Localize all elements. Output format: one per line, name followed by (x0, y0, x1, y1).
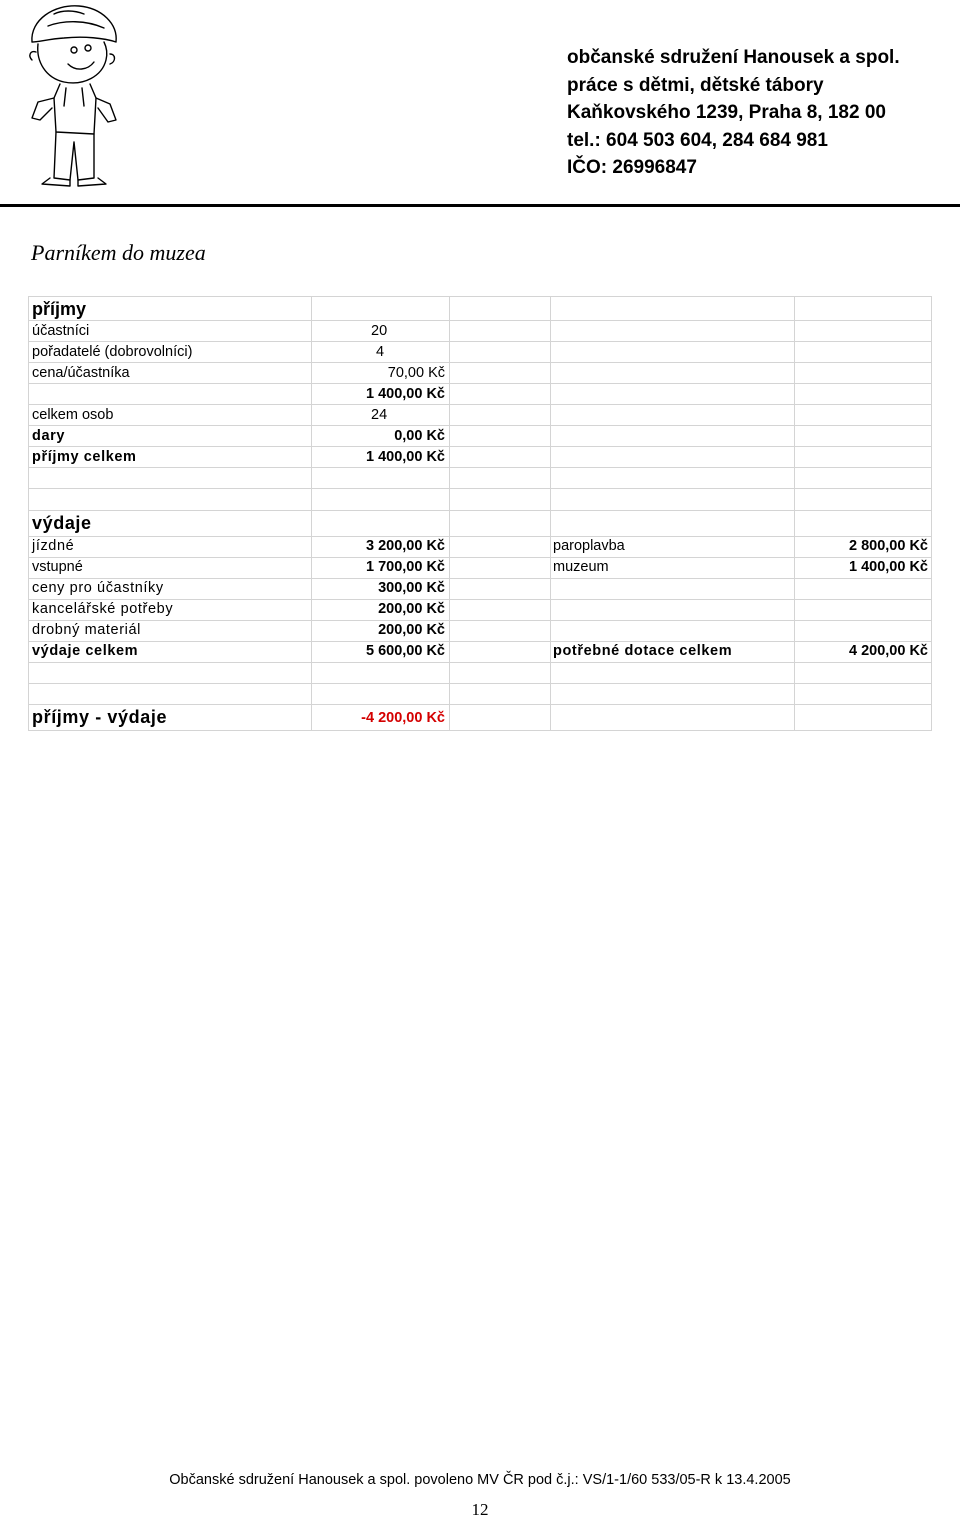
org-address: Kaňkovského 1239, Praha 8, 182 00 (567, 102, 886, 123)
income-value-total: 1 400,00 Kč (365, 449, 445, 465)
organization-header (567, 44, 900, 182)
grid-line (28, 404, 932, 405)
grid-line (28, 662, 932, 663)
income-heading: příjmy (32, 299, 87, 319)
org-activity: práce s dětmi, dětské tábory (567, 74, 824, 96)
grid-line (28, 510, 932, 511)
grid-line (28, 536, 932, 537)
income-value-participants: 20 (371, 323, 388, 339)
income-label-total-people: celkem osob (32, 407, 114, 423)
balance-label: příjmy - výdaje (32, 707, 168, 727)
expenses-heading: výdaje (32, 513, 92, 533)
logo-boy-illustration (24, 2, 124, 188)
expense-value-total: 5 600,00 Kč (365, 643, 445, 659)
income-label-participants: účastníci (32, 323, 90, 339)
grid-line (28, 730, 932, 731)
grid-line (28, 557, 932, 558)
grid-line (28, 488, 932, 489)
grid-line (28, 641, 932, 642)
income-value-price: 70,00 Kč (387, 365, 445, 381)
income-label-donations: dary (32, 428, 66, 444)
subsidy-label-total: potřebné dotace celkem (553, 643, 733, 659)
grid-line (28, 383, 932, 384)
grid-line (28, 446, 932, 447)
grid-line (28, 467, 932, 468)
expense-label-prizes: ceny pro účastníky (32, 580, 164, 596)
expense-value-fare: 3 200,00 Kč (365, 538, 445, 554)
income-label-price: cena/účastníka (32, 365, 130, 381)
expense-label-museum: muzeum (553, 559, 609, 575)
grid-line (28, 296, 932, 297)
page-number: 12 (471, 1500, 489, 1519)
expense-value-admission: 1 700,00 Kč (365, 559, 445, 575)
income-label-organizers: pořadatelé (dobrovolníci) (32, 344, 193, 360)
expense-value-office: 200,00 Kč (378, 601, 445, 617)
expense-value-prizes: 300,00 Kč (378, 580, 445, 596)
org-name: občanské sdružení Hanousek a spol. (567, 47, 900, 68)
expense-label-admission: vstupné (32, 559, 83, 575)
expense-value-materials: 200,00 Kč (378, 622, 445, 638)
expense-label-fare: jízdné (32, 538, 75, 554)
org-ico: IČO: 26996847 (567, 157, 697, 178)
budget-sheet (28, 296, 932, 731)
grid-line (28, 320, 932, 321)
grid-line (28, 425, 932, 426)
header-divider (0, 204, 960, 207)
grid-line (28, 620, 932, 621)
grid-line (28, 362, 932, 363)
income-value-total-people: 24 (371, 407, 388, 423)
grid-line (28, 704, 932, 705)
balance-value: -4 200,00 Kč (361, 710, 445, 726)
expense-value-boat: 2 800,00 Kč (848, 538, 928, 554)
expense-value-museum: 1 400,00 Kč (848, 559, 928, 575)
income-value-subtotal: 1 400,00 Kč (365, 386, 445, 402)
expense-label-total: výdaje celkem (32, 643, 139, 659)
grid-line (28, 683, 932, 684)
subsidy-value-total: 4 200,00 Kč (848, 643, 928, 659)
expense-label-materials: drobný materiál (32, 622, 141, 638)
expense-label-boat: paroplavba (553, 538, 625, 554)
income-label-total: příjmy celkem (32, 449, 137, 465)
grid-line (28, 341, 932, 342)
org-phone: tel.: 604 503 604, 284 684 981 (567, 129, 828, 151)
expense-label-office: kancelářské potřeby (32, 601, 174, 617)
footer-text: Občanské sdružení Hanousek a spol. povoleno MV ČR pod č.j.: VS/1-1/60 533/05-R k 13.4.2005 (169, 1472, 791, 1488)
income-value-organizers: 4 (376, 344, 385, 360)
page-title: Parníkem do muzea (31, 240, 206, 265)
income-value-donations: 0,00 Kč (394, 428, 445, 444)
